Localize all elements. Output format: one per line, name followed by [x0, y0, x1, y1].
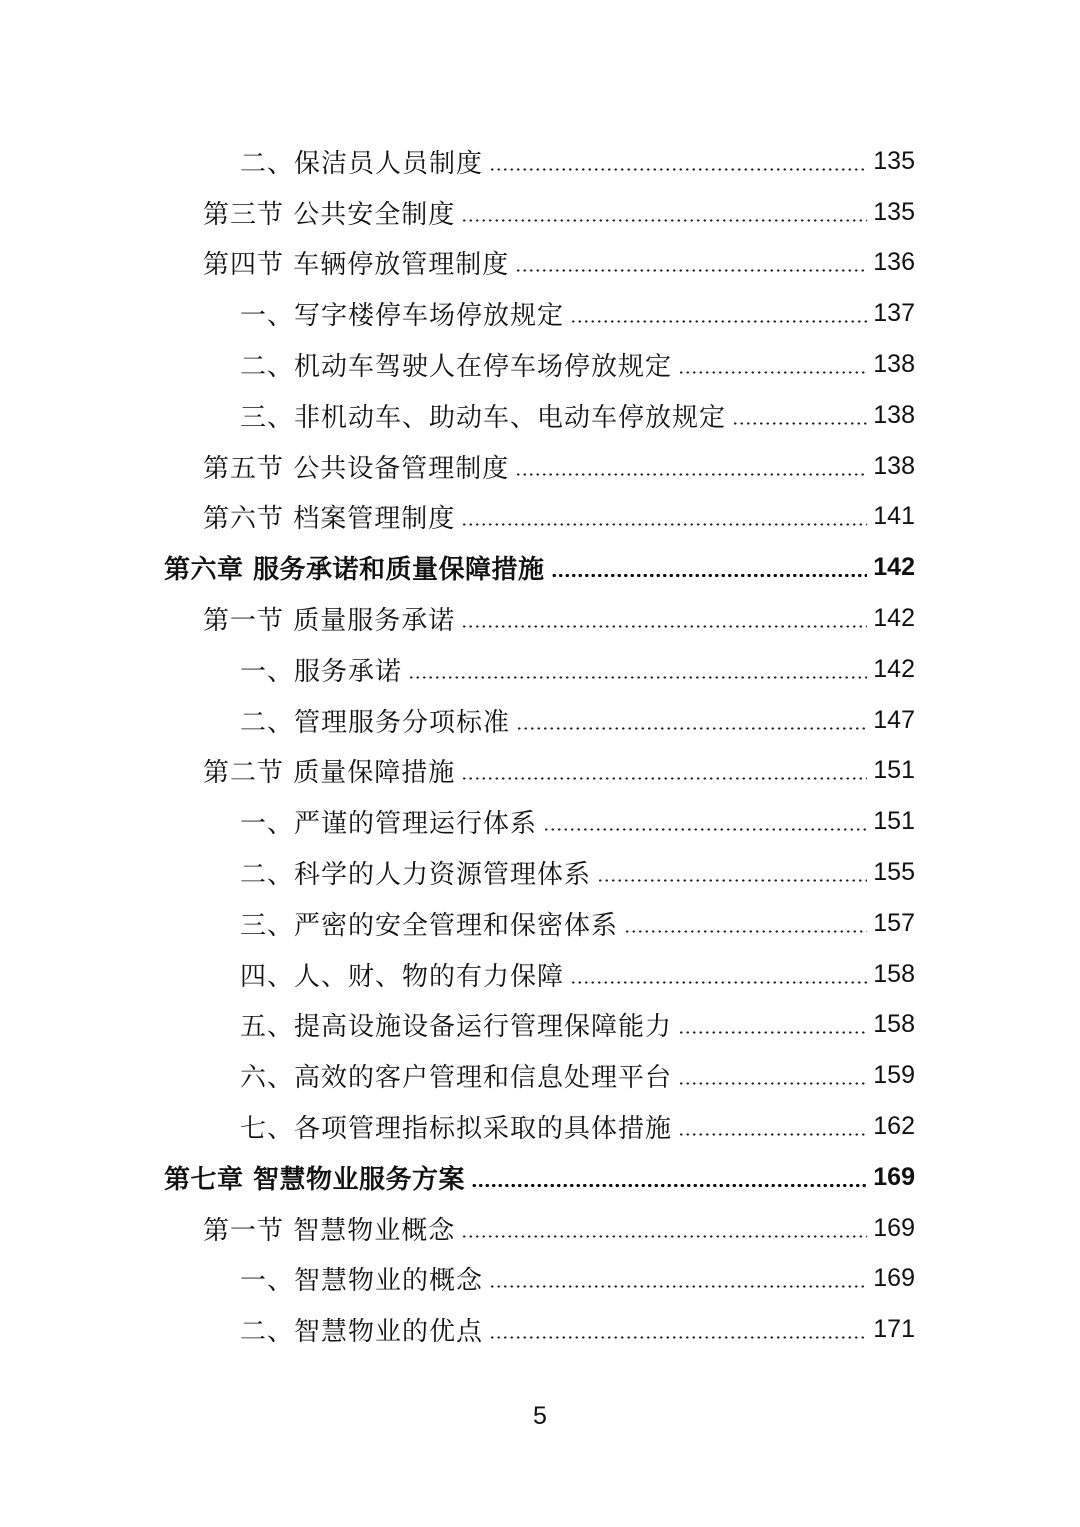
- toc-dot-leader: [471, 1184, 867, 1187]
- toc-subsection-entry[interactable]: [0, 898, 1080, 949]
- toc-entry-page-number: 138: [873, 350, 915, 379]
- toc-chapter-entry[interactable]: [0, 1152, 1080, 1203]
- toc-dot-leader: [461, 219, 867, 222]
- toc-entry-page-number: 142: [873, 553, 915, 582]
- toc-entry-title: 二、科学的人力资源管理体系: [240, 860, 592, 891]
- toc-section-entry[interactable]: [0, 238, 1080, 289]
- toc-entry-title: 二、智慧物业的优点: [240, 1317, 484, 1348]
- toc-subsection-entry[interactable]: [0, 1050, 1080, 1101]
- toc-dot-leader: [461, 777, 867, 780]
- toc-entry-title: 三、非机动车、助动车、电动车停放规定: [240, 402, 727, 433]
- toc-subsection-entry[interactable]: [0, 695, 1080, 746]
- toc-dot-leader: [489, 168, 867, 171]
- toc-entry-page-number: 141: [873, 502, 915, 531]
- toc-section-entry[interactable]: [0, 492, 1080, 543]
- toc-entry-title: 二、管理服务分项标准: [240, 707, 511, 738]
- toc-subsection-entry[interactable]: [0, 1254, 1080, 1305]
- toc-entry-title: 第六节 档案管理制度: [203, 504, 456, 535]
- toc-entry-page-number: 138: [873, 451, 915, 480]
- toc-section-entry[interactable]: [0, 1203, 1080, 1254]
- toc-entry-title: 二、机动车驾驶人在停车场停放规定: [240, 352, 673, 383]
- toc-subsection-entry[interactable]: [0, 847, 1080, 898]
- toc-entry-title: 七、各项管理指标拟采取的具体措施: [240, 1114, 673, 1145]
- toc-dot-leader: [489, 1336, 867, 1339]
- toc-subsection-entry[interactable]: [0, 288, 1080, 339]
- toc-dot-leader: [597, 879, 867, 882]
- toc-section-entry[interactable]: [0, 187, 1080, 238]
- toc-subsection-entry[interactable]: [0, 949, 1080, 1000]
- toc-entry-page-number: 135: [873, 197, 915, 226]
- toc-dot-leader: [732, 422, 867, 425]
- toc-entry-page-number: 137: [873, 299, 915, 328]
- toc-subsection-entry[interactable]: [0, 339, 1080, 390]
- toc-entry-page-number: 147: [873, 705, 915, 734]
- toc-dot-leader: [543, 828, 867, 831]
- toc-subsection-entry[interactable]: [0, 1304, 1080, 1355]
- toc-entry-title: 一、严谨的管理运行体系: [240, 809, 538, 840]
- toc-subsection-entry[interactable]: [0, 390, 1080, 441]
- toc-dot-leader: [678, 1133, 867, 1136]
- toc-dot-leader: [515, 473, 867, 476]
- toc-dot-leader: [551, 574, 868, 577]
- toc-entry-page-number: 155: [873, 858, 915, 887]
- toc-entry-title: 第六章 服务承诺和质量保障措施: [164, 555, 545, 586]
- toc-entry-page-number: 159: [873, 1061, 915, 1090]
- toc-entry-title: 四、人、财、物的有力保障: [240, 961, 565, 992]
- toc-entry-page-number: 162: [873, 1112, 915, 1141]
- toc-dot-leader: [408, 676, 867, 679]
- toc-entry-title: 第七章 智慧物业服务方案: [164, 1164, 466, 1195]
- toc-entry-title: 一、写字楼停车场停放规定: [240, 301, 565, 332]
- toc-entry-title: 第四节 车辆停放管理制度: [203, 250, 510, 281]
- toc-entry-page-number: 151: [873, 756, 915, 785]
- toc-entry-page-number: 157: [873, 908, 915, 937]
- toc-entry-title: 六、高效的客户管理和信息处理平台: [240, 1063, 673, 1094]
- toc-entry-page-number: 135: [873, 146, 915, 175]
- toc-entry-title: 二、保洁员人员制度: [240, 148, 484, 179]
- toc-dot-leader: [461, 625, 867, 628]
- toc-entry-title: 第一节 质量服务承诺: [203, 606, 456, 637]
- toc-dot-leader: [461, 523, 867, 526]
- toc-entry-page-number: 136: [873, 248, 915, 277]
- toc-subsection-entry[interactable]: [0, 796, 1080, 847]
- toc-entry-page-number: 171: [873, 1315, 915, 1344]
- toc-dot-leader: [489, 1285, 867, 1288]
- toc-entry-page-number: 138: [873, 400, 915, 429]
- toc-subsection-entry[interactable]: [0, 1101, 1080, 1152]
- toc-entry-page-number: 158: [873, 1010, 915, 1039]
- toc-subsection-entry[interactable]: [0, 136, 1080, 187]
- toc-dot-leader: [678, 371, 867, 374]
- toc-section-entry[interactable]: [0, 746, 1080, 797]
- toc-dot-leader: [624, 930, 867, 933]
- toc-chapter-entry[interactable]: [0, 542, 1080, 593]
- toc-entry-page-number: 169: [873, 1162, 915, 1191]
- toc-entry-page-number: 169: [873, 1213, 915, 1242]
- toc-dot-leader: [515, 269, 867, 272]
- toc-entry-page-number: 151: [873, 807, 915, 836]
- toc-entry-title: 第二节 质量保障措施: [203, 758, 456, 789]
- toc-subsection-entry[interactable]: [0, 1000, 1080, 1051]
- toc-entry-title: 第一节 智慧物业概念: [203, 1215, 456, 1246]
- toc-dot-leader: [461, 1235, 867, 1238]
- toc-subsection-entry[interactable]: [0, 644, 1080, 695]
- toc-entry-title: 一、智慧物业的概念: [240, 1266, 484, 1297]
- toc-entry-title: 第三节 公共安全制度: [203, 199, 456, 230]
- table-of-contents: [0, 136, 1080, 1355]
- toc-entry-page-number: 142: [873, 654, 915, 683]
- toc-section-entry[interactable]: [0, 593, 1080, 644]
- toc-dot-leader: [516, 727, 867, 730]
- toc-entry-title: 五、提高设施设备运行管理保障能力: [240, 1012, 673, 1043]
- toc-dot-leader: [678, 1082, 867, 1085]
- toc-entry-page-number: 158: [873, 959, 915, 988]
- toc-dot-leader: [570, 981, 867, 984]
- page-number: 5: [533, 1402, 547, 1430]
- toc-section-entry[interactable]: [0, 441, 1080, 492]
- toc-entry-page-number: 169: [873, 1264, 915, 1293]
- toc-entry-title: 三、严密的安全管理和保密体系: [240, 910, 619, 941]
- toc-dot-leader: [570, 320, 867, 323]
- toc-entry-title: 第五节 公共设备管理制度: [203, 453, 510, 484]
- toc-dot-leader: [678, 1031, 867, 1034]
- toc-entry-page-number: 142: [873, 604, 915, 633]
- toc-entry-title: 一、服务承诺: [240, 656, 403, 687]
